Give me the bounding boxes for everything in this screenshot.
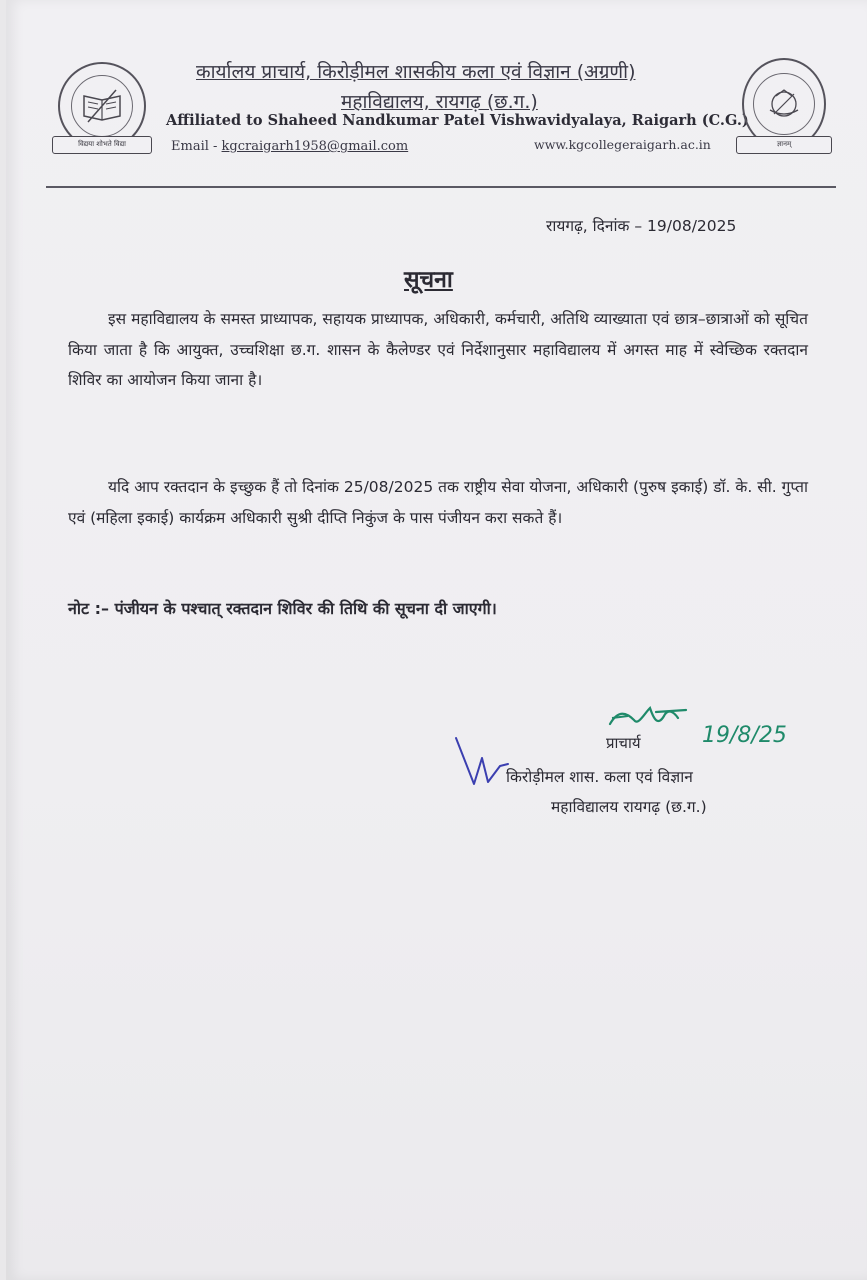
seal-motto: विद्यया शोभते विद्या — [52, 136, 152, 154]
notice-title: सूचना — [404, 267, 453, 293]
college-name-line1: किरोड़ीमल शास. कला एवं विज्ञान — [506, 768, 693, 786]
email-label: Email - — [171, 139, 222, 154]
principal-designation: प्राचार्य — [606, 734, 641, 752]
college-name-line2: महाविद्यालय रायगढ़ (छ.ग.) — [551, 798, 707, 816]
handwritten-signature-blue — [452, 736, 512, 800]
handwritten-date: 19/8/25 — [702, 723, 787, 748]
seal-book-emblem — [71, 75, 133, 137]
office-title-line2: महाविद्यालय, रायगढ़ (छ.ग.) — [341, 91, 538, 113]
notice-paragraph-2: यदि आप रक्तदान के इच्छुक हैं तो दिनांक 25/08/2025 तक राष्ट्रीय सेवा योजना, अधिकारी (पुरुष इकाई) डॉ. के. सी. गुप्ता एवं (महिला इकाई) कार्यक्रम अधिकारी सुश्री दीप्ति निकुंज के पास पंजीयन करा सकते हैं। — [68, 478, 808, 527]
university-seal-logo — [742, 58, 826, 150]
seal-motto: ज्ञानम् — [736, 136, 832, 154]
seal-emblem-icon — [753, 73, 815, 135]
email-address-link[interactable]: kgcraigarh1958@gmail.com — [221, 139, 409, 154]
notice-note: नोट :– पंजीयन के पश्चात् रक्तदान शिविर की तिथि की सूचना दी जाएगी। — [68, 599, 497, 618]
affiliation-text: Affiliated to Shaheed Nandkumar Patel Vishwavidyalaya, Raigarh (C.G.) — [166, 112, 749, 129]
header-divider — [46, 186, 836, 188]
website-link[interactable]: www.kgcollegeraigarh.ac.in — [534, 137, 711, 152]
college-seal-logo — [58, 62, 146, 150]
office-title-line1: कार्यालय प्राचार्य, किरोड़ीमल शासकीय कला एवं विज्ञान (अग्रणी) — [196, 61, 636, 83]
document-page — [6, 0, 867, 1280]
email-line — [171, 139, 408, 154]
notice-paragraph-1: इस महाविद्यालय के समस्त प्राध्यापक, सहायक प्राध्यापक, अधिकारी, कर्मचारी, अतिथि व्याख्याता एवं छात्र–छात्राओं को सूचित किया जाता है कि आयुक्त, उच्चशिक्षा छ.ग. शासन के कैलेण्डर एवं निर्देशानुसार महाविद्यालय में अगस्त माह में स्वेच्छिक रक्तदान शिविर का आयोजन किया जाना है। — [68, 310, 808, 389]
notice-date: रायगढ़, दिनांक – 19/08/2025 — [546, 217, 737, 235]
